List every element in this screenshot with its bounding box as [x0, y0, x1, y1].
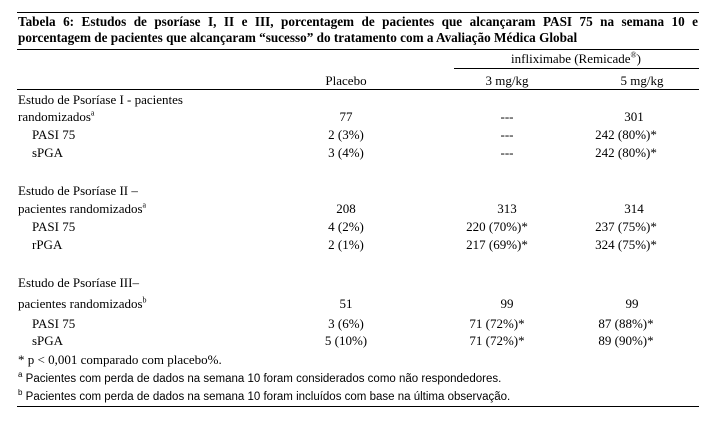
- footnote-significance: * p < 0,001 comparado com placebo%.: [18, 352, 222, 367]
- study3-row1-3mg: 71 (72%)*: [469, 316, 525, 331]
- study1-row2-label: sPGA: [32, 145, 64, 160]
- study3-n-3mg: 99: [500, 296, 514, 311]
- study3-row2-placebo: 5 (10%): [324, 333, 368, 348]
- study1-n-placebo: 77: [339, 109, 353, 124]
- study1-label-line1: Estudo de Psoríase I - pacientes: [18, 92, 183, 107]
- study2-row1-placebo: 4 (2%): [328, 219, 364, 234]
- study2-row1-3mg: 220 (70%)*: [466, 219, 528, 234]
- study2-n-placebo: 208: [336, 201, 356, 216]
- study3-label-line1: Estudo de Psoríase III–: [18, 275, 139, 290]
- study2-n-3mg: 313: [497, 201, 517, 216]
- header-rule: [17, 89, 699, 90]
- study2-label-line2: pacientes randomizados$^a$: [18, 200, 147, 216]
- study1-row1-5mg: 242 (80%)*: [595, 127, 657, 142]
- col-header-3mg: 3 mg/kg: [485, 73, 529, 88]
- study3-row1-5mg: 87 (88%)*: [598, 316, 654, 331]
- footnote-a: $^a$ Pacientes com perda de dados na semana 10 foram considerados como não respondedores.: [18, 370, 502, 385]
- study1-row1-3mg: ---: [500, 127, 514, 142]
- study1-row2-placebo: 3 (4%): [328, 145, 364, 160]
- study2-row1-5mg: 237 (75%)*: [595, 219, 657, 234]
- study1-row2-3mg: ---: [500, 145, 514, 160]
- study2-n-5mg: 314: [624, 201, 644, 216]
- title-line-1: Tabela 6: Estudos de psoríase I, II e III, porcentagem de pacientes que alcançaram PASI 75 na semana 10 e: [18, 14, 698, 29]
- col-header-placebo: Placebo: [325, 73, 367, 88]
- study2-row1-label: PASI 75: [32, 219, 76, 234]
- study2-row2-5mg: 324 (75%)*: [595, 237, 657, 252]
- study1-n-3mg: ---: [500, 109, 514, 124]
- study3-n-placebo: 51: [339, 296, 353, 311]
- drug-group-underline: [454, 68, 699, 69]
- study1-row2-5mg: 242 (80%)*: [595, 145, 657, 160]
- drug-group-label: infliximabe (Remicade®): [511, 50, 641, 66]
- study2-label-line1: Estudo de Psoríase II –: [18, 183, 138, 198]
- col-header-5mg: 5 mg/kg: [620, 73, 664, 88]
- study1-row1-label: PASI 75: [32, 127, 76, 142]
- title-line-2: porcentagem de pacientes que alcançaram “sucesso” do tratamento com a Avaliação Médica Global: [18, 30, 578, 45]
- footnote-b: $^b$ Pacientes com perda de dados na semana 10 foram incluídos com base na última observação.: [18, 388, 511, 403]
- study3-label-line2: pacientes randomizados$^b$: [18, 295, 147, 311]
- table-title: [18, 14, 698, 46]
- study1-label-line2: randomizados$^a$: [18, 108, 95, 124]
- study3-row2-label: sPGA: [32, 333, 64, 348]
- study3-n-5mg: 99: [625, 296, 639, 311]
- bottom-rule: [17, 406, 699, 407]
- study2-row2-label: rPGA: [32, 237, 63, 252]
- study2-row2-placebo: 2 (1%): [328, 237, 364, 252]
- study3-row2-3mg: 71 (72%)*: [469, 333, 525, 348]
- study1-n-5mg: 301: [624, 109, 644, 124]
- title-rule: [17, 49, 699, 50]
- study3-row1-placebo: 3 (6%): [328, 316, 364, 331]
- study3-row1-label: PASI 75: [32, 316, 76, 331]
- study1-row1-placebo: 2 (3%): [328, 127, 364, 142]
- top-rule: [17, 12, 699, 13]
- study3-row2-5mg: 89 (90%)*: [598, 333, 654, 348]
- study2-row2-3mg: 217 (69%)*: [466, 237, 528, 252]
